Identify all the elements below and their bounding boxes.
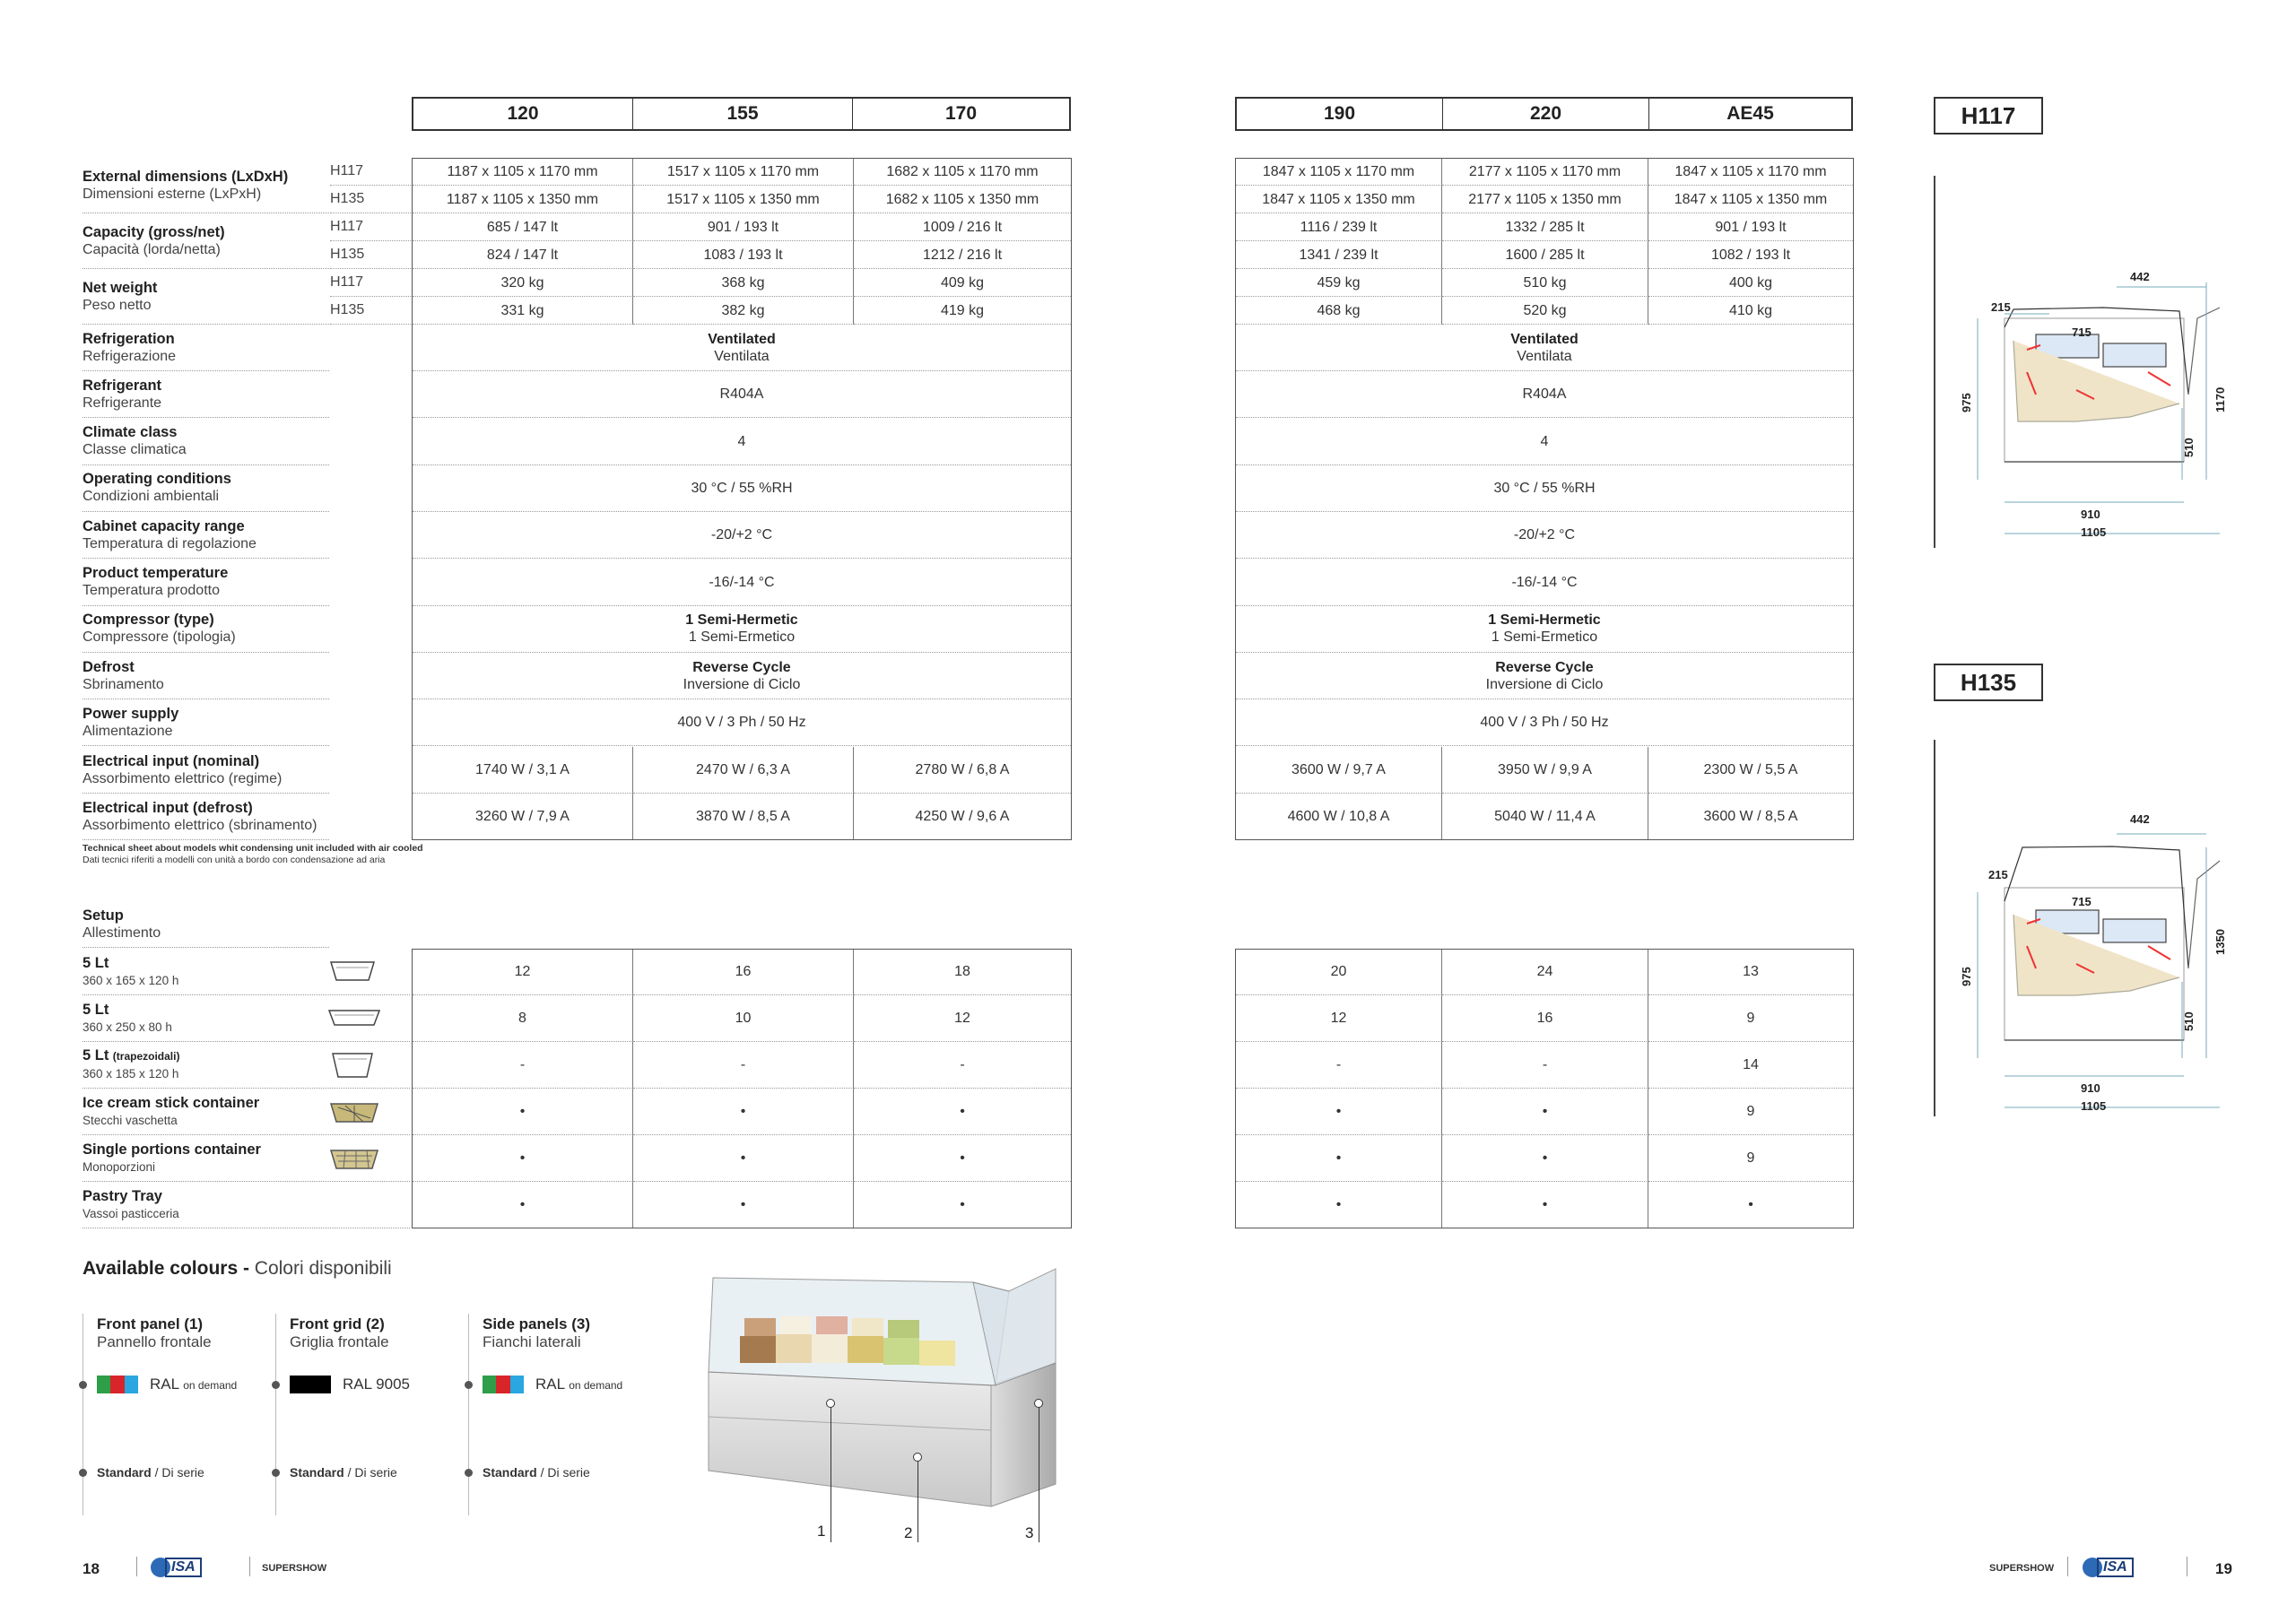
multicolour-swatch	[97, 1376, 138, 1393]
spec-value: 2177 x 1105 x 1170 mm	[1442, 158, 1648, 186]
spec-value: 1682 x 1105 x 1170 mm	[854, 158, 1071, 186]
spec-value: 1682 x 1105 x 1350 mm	[854, 186, 1071, 213]
dim-label: 442	[2130, 812, 2150, 826]
tech-note: Technical sheet about models whit condensing unit included with air cooled Dati tecnici riferiti a modelli con unità a bordo con condensazione ad aria	[83, 843, 423, 865]
spec-value: 3870 W / 8,5 A	[633, 794, 854, 840]
spec-value: 459 kg	[1236, 269, 1442, 297]
setup-value: •	[413, 1135, 633, 1182]
spec-value: 1847 x 1105 x 1170 mm	[1648, 158, 1853, 186]
setup-value: •	[854, 1089, 1071, 1135]
side-rule	[1934, 176, 1935, 548]
setup-value: 8	[413, 995, 633, 1042]
spec-value: 1847 x 1105 x 1350 mm	[1648, 186, 1853, 213]
setup-value: 9	[1648, 1135, 1853, 1182]
spec-value: 1517 x 1105 x 1170 mm	[633, 158, 854, 186]
setup-value: 13	[1648, 949, 1853, 995]
tray-icon	[327, 1003, 381, 1035]
spec-value: 3600 W / 8,5 A	[1648, 794, 1853, 840]
variant-label: H117	[330, 213, 413, 241]
setup-value: •	[633, 1182, 854, 1228]
callout-dot	[1034, 1399, 1043, 1408]
spec-label: Product temperature Temperatura prodotto	[83, 560, 329, 606]
variant-label: H135	[330, 186, 413, 213]
setup-label: 5 Lt (trapezoidali) 360 x 185 x 120 h	[83, 1042, 410, 1089]
spec-label: Cabinet capacity range Temperatura di regolazione	[83, 512, 329, 559]
diagram-h117	[1951, 265, 2238, 556]
spec-value: 901 / 193 lt	[633, 213, 854, 241]
spec-label: Capacity (gross/net) Capacità (lorda/netta)	[83, 213, 329, 269]
setup-value: 9	[1648, 995, 1853, 1042]
model-header-left	[412, 97, 1071, 131]
variant-label: H135	[330, 297, 413, 325]
spec-value: 2300 W / 5,5 A	[1648, 747, 1853, 794]
spec-label: Electrical input (nominal) Assorbimento elettrico (regime)	[83, 747, 329, 794]
spec-value: 320 kg	[413, 269, 633, 297]
setup-label: 5 Lt 360 x 250 x 80 h	[83, 995, 410, 1042]
spec-value-merged: 30 °C / 55 %RH	[413, 465, 1071, 512]
callout-label: 1	[817, 1523, 826, 1540]
standard-label: Standard / Di serie	[483, 1465, 590, 1480]
setup-label: 5 Lt 360 x 165 x 120 h	[83, 949, 410, 995]
colour-dot	[272, 1469, 280, 1477]
setup-label: Single portions container Monoporzioni	[83, 1135, 410, 1182]
spec-value-merged: -16/-14 °C	[413, 560, 1071, 606]
spec-label: Defrost Sbrinamento	[83, 653, 329, 699]
setup-value: 12	[413, 949, 633, 995]
model-header-cell: AE45	[1726, 103, 1774, 124]
dim-label: 1170	[2213, 386, 2227, 412]
spec-value: 1332 / 285 lt	[1442, 213, 1648, 241]
spec-label: Operating conditions Condizioni ambientali	[83, 465, 329, 512]
footer-divider	[249, 1557, 250, 1576]
spec-value: 685 / 147 lt	[413, 213, 633, 241]
spec-label: Net weight Peso netto	[83, 269, 329, 325]
colour-dot	[465, 1381, 473, 1389]
spec-value: 400 kg	[1648, 269, 1853, 297]
model-header-cell: 190	[1237, 99, 1443, 129]
callout-label: 2	[904, 1524, 913, 1541]
stick-container-icon	[327, 1097, 381, 1132]
dim-label: 215	[1988, 868, 2008, 881]
setup-value: •	[854, 1182, 1071, 1228]
black-swatch	[290, 1376, 331, 1393]
standard-label: Standard / Di serie	[290, 1465, 397, 1480]
spec-value: 1083 / 193 lt	[633, 241, 854, 269]
colour-dot	[79, 1469, 87, 1477]
dim-label: 910	[2081, 508, 2100, 521]
spec-value-merged: R404A	[413, 371, 1071, 418]
spec-value: 4250 W / 9,6 A	[854, 794, 1071, 840]
spec-value-merged: -20/+2 °C	[413, 512, 1071, 559]
badge-h135: H135	[1934, 664, 2043, 701]
spec-value-merged: 400 V / 3 Ph / 50 Hz	[1236, 699, 1853, 746]
dim-label: 215	[1991, 300, 2011, 314]
model-header-cell: 155	[633, 99, 853, 129]
colour-dot	[465, 1469, 473, 1477]
spec-value: 901 / 193 lt	[1648, 213, 1853, 241]
spec-value-merged: 400 V / 3 Ph / 50 Hz	[413, 699, 1071, 746]
spec-value: 2780 W / 6,8 A	[854, 747, 1071, 794]
spec-label: Compressor (type) Compressore (tipologia)	[83, 606, 329, 653]
spec-value: 409 kg	[854, 269, 1071, 297]
spec-value: 1009 / 216 lt	[854, 213, 1071, 241]
trapezoid-pan-icon	[327, 1050, 378, 1087]
setup-value: •	[1236, 1182, 1442, 1228]
setup-value: -	[1442, 1042, 1648, 1089]
badge-h117: H117	[1934, 97, 2043, 135]
spec-value-merged: R404A	[1236, 371, 1853, 418]
spec-value-merged: -16/-14 °C	[1236, 560, 1853, 606]
setup-value: 16	[1442, 995, 1648, 1042]
spec-value-merged: Reverse Cycle Inversione di Ciclo	[413, 653, 1071, 699]
setup-value: -	[633, 1042, 854, 1089]
spec-value: 468 kg	[1236, 297, 1442, 325]
spec-value: 1082 / 193 lt	[1648, 241, 1853, 269]
product-photo	[704, 1264, 1063, 1542]
spec-value-merged: Ventilated Ventilata	[413, 325, 1071, 371]
brand-right: SUPERSHOW	[1989, 1563, 2055, 1574]
setup-value: •	[413, 1182, 633, 1228]
spec-value-merged: 4	[1236, 419, 1853, 465]
setup-value: •	[413, 1089, 633, 1135]
page-number-right: 19	[2215, 1560, 2232, 1577]
setup-value: •	[633, 1135, 854, 1182]
spec-value-merged: -20/+2 °C	[1236, 512, 1853, 559]
variant-label: H117	[330, 269, 413, 297]
spec-label: Refrigerant Refrigerante	[83, 371, 329, 418]
setup-value: -	[413, 1042, 633, 1089]
setup-value: •	[633, 1089, 854, 1135]
spec-value: 1341 / 239 lt	[1236, 241, 1442, 269]
callout-dot	[826, 1399, 835, 1408]
spec-value: 824 / 147 lt	[413, 241, 633, 269]
setup-label: Ice cream stick container Stecchi vaschetta	[83, 1089, 410, 1135]
setup-value: 24	[1442, 949, 1648, 995]
footer-divider	[136, 1557, 137, 1576]
dim-label: 510	[2182, 438, 2196, 457]
spec-value-merged: 1 Semi-Hermetic 1 Semi-Ermetico	[413, 606, 1071, 653]
spec-label: Refrigeration Refrigerazione	[83, 325, 329, 371]
model-header-cell: 220	[1443, 99, 1649, 129]
isa-logo: ISA	[151, 1557, 202, 1578]
page-number-left: 18	[83, 1560, 100, 1577]
colour-heading: Side panels (3) Fianchi laterali	[483, 1315, 590, 1350]
spec-value: 1212 / 216 lt	[854, 241, 1071, 269]
spec-value: 1116 / 239 lt	[1236, 213, 1442, 241]
spec-value: 3260 W / 7,9 A	[413, 794, 633, 840]
spec-label: Electrical input (defrost) Assorbimento elettrico (sbrinamento)	[83, 794, 329, 840]
isa-logo: ISA	[2083, 1557, 2134, 1578]
spec-value: 410 kg	[1648, 297, 1853, 325]
callout-dot	[913, 1453, 922, 1462]
spec-value: 2470 W / 6,3 A	[633, 747, 854, 794]
spec-value-merged: 4	[413, 419, 1071, 465]
setup-value: •	[1236, 1089, 1442, 1135]
variant-label: H135	[330, 241, 413, 269]
setup-value: •	[854, 1135, 1071, 1182]
spec-value: 368 kg	[633, 269, 854, 297]
colour-heading: Front panel (1) Pannello frontale	[97, 1315, 212, 1350]
setup-value: -	[854, 1042, 1071, 1089]
diagram-h135	[1951, 807, 2238, 1112]
setup-label: Setup Allestimento	[83, 901, 329, 948]
portion-container-icon	[327, 1143, 381, 1178]
model-header-cell: 170	[944, 103, 978, 124]
ral-label: RAL on demand	[535, 1376, 623, 1393]
spec-value: 382 kg	[633, 297, 854, 325]
setup-value: •	[1442, 1089, 1648, 1135]
setup-value: 18	[854, 949, 1071, 995]
setup-value: 12	[1236, 995, 1442, 1042]
brand-left: SUPERSHOW	[262, 1563, 327, 1574]
setup-value: •	[1236, 1135, 1442, 1182]
setup-value: 10	[633, 995, 854, 1042]
setup-value: 14	[1648, 1042, 1853, 1089]
spec-value-merged: Reverse Cycle Inversione di Ciclo	[1236, 653, 1853, 699]
setup-value: •	[1442, 1135, 1648, 1182]
side-rule	[1934, 740, 1935, 1116]
spec-label: External dimensions (LxDxH) Dimensioni esterne (LxPxH)	[83, 158, 329, 213]
dim-label: 1105	[2081, 525, 2107, 539]
dim-label: 975	[1960, 967, 1973, 986]
callout-label: 3	[1025, 1524, 1034, 1541]
dim-label: 510	[2182, 1011, 2196, 1031]
setup-value: 16	[633, 949, 854, 995]
spec-value: 520 kg	[1442, 297, 1648, 325]
dim-label: 1350	[2213, 929, 2227, 955]
spec-value: 331 kg	[413, 297, 633, 325]
setup-value: 20	[1236, 949, 1442, 995]
model-header-cell: 120	[413, 99, 633, 129]
ral-label: RAL 9005	[343, 1376, 410, 1393]
spec-value: 1517 x 1105 x 1350 mm	[633, 186, 854, 213]
spec-label: Power supply Alimentazione	[83, 699, 329, 746]
table-frame	[412, 949, 1072, 1228]
colour-rule	[468, 1314, 469, 1515]
spec-value: 1187 x 1105 x 1350 mm	[413, 186, 633, 213]
spec-value: 2177 x 1105 x 1350 mm	[1442, 186, 1648, 213]
spec-value: 1600 / 285 lt	[1442, 241, 1648, 269]
spec-value-merged: Ventilated Ventilata	[1236, 325, 1853, 371]
table-frame	[1235, 949, 1854, 1228]
spec-value-merged: 30 °C / 55 %RH	[1236, 465, 1853, 512]
model-header-right	[1235, 97, 1853, 131]
setup-label: Pastry Tray Vassoi pasticceria	[83, 1182, 410, 1228]
colour-dot	[79, 1381, 87, 1389]
setup-value: •	[1648, 1182, 1853, 1228]
dim-label: 910	[2081, 1081, 2100, 1095]
colour-rule	[275, 1314, 276, 1515]
spec-value: 4600 W / 10,8 A	[1236, 794, 1442, 840]
setup-value: 12	[854, 995, 1071, 1042]
variant-label: H117	[330, 158, 413, 186]
table-frame	[412, 158, 1072, 840]
spec-value: 1740 W / 3,1 A	[413, 747, 633, 794]
spec-value: 3950 W / 9,9 A	[1442, 747, 1648, 794]
multicolour-swatch	[483, 1376, 524, 1393]
standard-label: Standard / Di serie	[97, 1465, 204, 1480]
dim-label: 442	[2130, 270, 2150, 283]
colours-title: Available colours - Colori disponibili	[83, 1258, 392, 1279]
dim-label: 715	[2072, 325, 2092, 339]
spec-value: 1847 x 1105 x 1170 mm	[1236, 158, 1442, 186]
spec-value: 510 kg	[1442, 269, 1648, 297]
dim-label: 715	[2072, 895, 2092, 908]
ral-label: RAL on demand	[150, 1376, 238, 1393]
spec-value: 1187 x 1105 x 1170 mm	[413, 158, 633, 186]
dim-label: 975	[1960, 393, 1973, 412]
colour-heading: Front grid (2) Griglia frontale	[290, 1315, 389, 1350]
spec-value: 1847 x 1105 x 1350 mm	[1236, 186, 1442, 213]
setup-value: •	[1442, 1182, 1648, 1228]
pan-icon	[327, 957, 378, 992]
dim-label: 1105	[2081, 1099, 2107, 1112]
spec-label: Climate class Classe climatica	[83, 419, 329, 465]
spec-value-merged: 1 Semi-Hermetic 1 Semi-Ermetico	[1236, 606, 1853, 653]
spec-value: 3600 W / 9,7 A	[1236, 747, 1442, 794]
colour-dot	[272, 1381, 280, 1389]
spec-value: 5040 W / 11,4 A	[1442, 794, 1648, 840]
setup-value: 9	[1648, 1089, 1853, 1135]
table-frame	[1235, 158, 1854, 840]
footer-divider	[2067, 1557, 2068, 1576]
setup-value: -	[1236, 1042, 1442, 1089]
spec-value: 419 kg	[854, 297, 1071, 325]
